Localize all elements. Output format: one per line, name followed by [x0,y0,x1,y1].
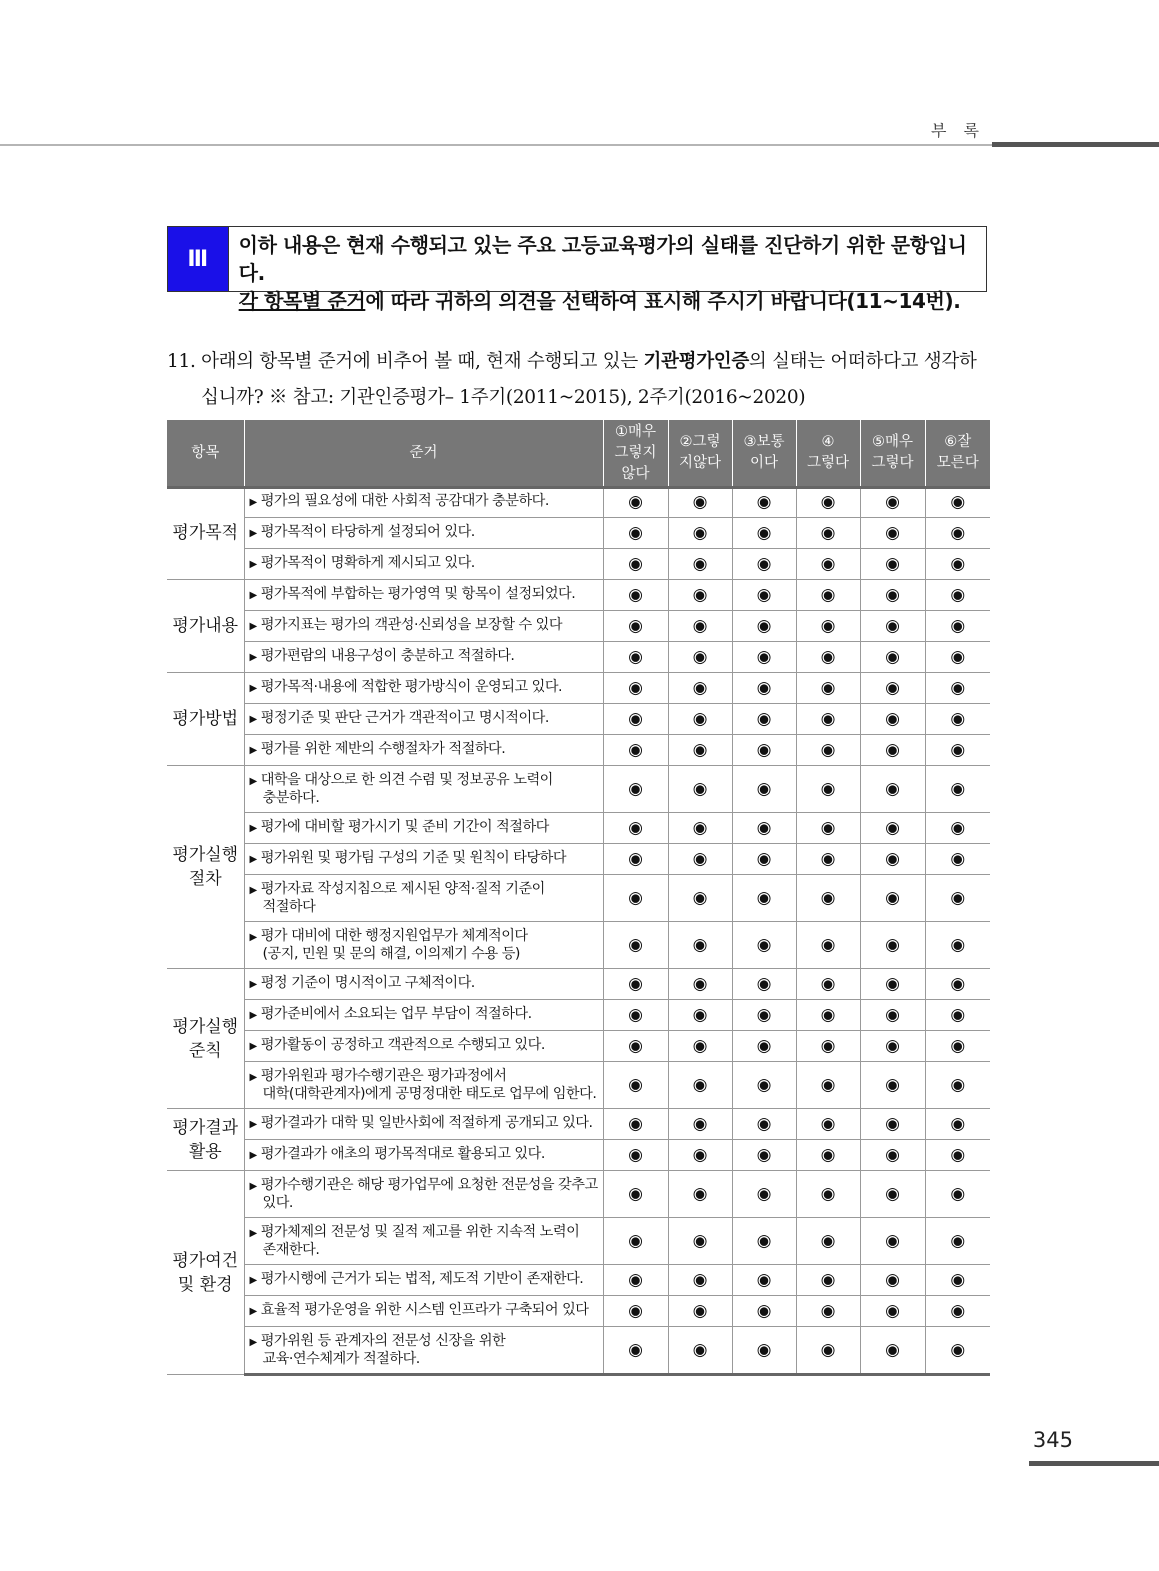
table-row [167,487,990,518]
option-3-radio[interactable]: ◉ [732,1109,796,1140]
triangle-bullet-icon: ▶ [249,1275,257,1286]
option-4-radio[interactable]: ◉ [796,875,860,922]
category-cell: 평가실행 준칙 [167,969,244,1109]
question-line-2: 십니까? ※ 참고: 기관인증평가– 1주기(2011~2015), 2주기(2016~2020) [201,387,806,408]
option-2-radio[interactable]: ◉ [668,518,732,549]
option-2-radio[interactable]: ◉ [668,1031,732,1062]
option-4-radio[interactable]: ◉ [796,487,860,518]
option-4-radio[interactable]: ◉ [796,1062,860,1109]
criterion-cell: ▶ 평가에 대비할 평가시기 및 준비 기간이 적절하다 [244,813,603,844]
option-5-radio[interactable]: ◉ [860,969,925,1000]
option-5-radio[interactable]: ◉ [860,1296,925,1327]
option-4-radio[interactable]: ◉ [796,642,860,673]
option-4-radio[interactable]: ◉ [796,704,860,735]
option-1-radio[interactable]: ◉ [603,1171,668,1218]
header-category: 항목 [167,420,244,487]
triangle-bullet-icon: ▶ [249,823,257,834]
option-6-radio[interactable]: ◉ [925,673,990,704]
option-3-radio[interactable]: ◉ [732,611,796,642]
option-6-radio[interactable]: ◉ [925,766,990,813]
triangle-bullet-icon: ▶ [249,497,257,508]
option-1-radio[interactable]: ◉ [603,969,668,1000]
option-3-radio[interactable]: ◉ [732,922,796,969]
criterion-cell: ▶ 평가결과가 대학 및 일반사회에 적절하게 공개되고 있다. [244,1109,603,1140]
table-row [167,704,990,735]
category-cell: 평가실행 절차 [167,766,244,969]
option-5-radio[interactable]: ◉ [860,875,925,922]
criterion-cell: ▶ 평정기준 및 판단 근거가 객관적이고 명시적이다. [244,704,603,735]
header-option-4: ④ 그렇다 [796,420,860,487]
table-row [167,969,990,1000]
option-4-radio[interactable]: ◉ [796,518,860,549]
option-3-radio[interactable]: ◉ [732,1062,796,1109]
criterion-cell: ▶ 평가목적·내용에 적합한 평가방식이 운영되고 있다. [244,673,603,704]
option-3-radio[interactable]: ◉ [732,844,796,875]
criterion-cell: ▶ 평가준비에서 소요되는 업무 부담이 적절하다. [244,1000,603,1031]
option-4-radio[interactable]: ◉ [796,1000,860,1031]
option-6-radio[interactable]: ◉ [925,611,990,642]
triangle-bullet-icon: ▶ [249,1227,257,1239]
option-6-radio[interactable]: ◉ [925,642,990,673]
option-5-radio[interactable]: ◉ [860,642,925,673]
section-underlined-text: 각 항목별 준거 [238,289,366,313]
option-2-radio[interactable]: ◉ [668,1218,732,1265]
option-4-radio[interactable]: ◉ [796,1109,860,1140]
table-row [167,673,990,704]
option-3-radio[interactable]: ◉ [732,969,796,1000]
option-1-radio[interactable]: ◉ [603,1031,668,1062]
option-3-radio[interactable]: ◉ [732,1000,796,1031]
option-1-radio[interactable]: ◉ [603,704,668,735]
option-2-radio[interactable]: ◉ [668,1171,732,1218]
page-number: 345 [1032,1428,1073,1452]
option-1-radio[interactable]: ◉ [603,1296,668,1327]
option-5-radio[interactable]: ◉ [860,1140,925,1171]
table-header-row [167,420,990,487]
triangle-bullet-icon: ▶ [249,1071,257,1083]
option-1-radio[interactable]: ◉ [603,1000,668,1031]
option-5-radio[interactable]: ◉ [860,549,925,580]
category-cell: 평가내용 [167,580,244,673]
table-row [167,766,990,813]
option-1-radio[interactable]: ◉ [603,844,668,875]
option-1-radio[interactable]: ◉ [603,1218,668,1265]
criterion-cell: ▶ 평가편람의 내용구성이 충분하고 적절하다. [244,642,603,673]
table-row [167,1062,990,1109]
option-6-radio[interactable]: ◉ [925,735,990,766]
triangle-bullet-icon: ▶ [249,931,257,943]
triangle-bullet-icon: ▶ [249,652,257,663]
option-1-radio[interactable]: ◉ [603,1327,668,1375]
option-5-radio[interactable]: ◉ [860,1171,925,1218]
option-6-radio[interactable]: ◉ [925,580,990,611]
option-2-radio[interactable]: ◉ [668,969,732,1000]
option-1-radio[interactable]: ◉ [603,813,668,844]
header-criterion: 준거 [244,420,603,487]
option-2-radio[interactable]: ◉ [668,844,732,875]
option-6-radio[interactable]: ◉ [925,1265,990,1296]
criterion-cell: ▶ 평가목적이 명확하게 제시되고 있다. [244,549,603,580]
table-row [167,1327,990,1375]
criterion-cell: ▶ 평가결과가 애초의 평가목적대로 활용되고 있다. [244,1140,603,1171]
triangle-bullet-icon: ▶ [249,1180,257,1192]
option-5-radio[interactable]: ◉ [860,1218,925,1265]
option-4-radio[interactable]: ◉ [796,1218,860,1265]
footer-rule [1029,1461,1159,1466]
header-option-1: ①매우 그렇지 않다 [603,420,668,487]
table-row [167,1000,990,1031]
option-3-radio[interactable]: ◉ [732,735,796,766]
criterion-cell: ▶ 평가활동이 공정하고 객관적으로 수행되고 있다. [244,1031,603,1062]
option-6-radio[interactable]: ◉ [925,518,990,549]
criterion-cell: ▶ 평가수행기관은 해당 평가업무에 요청한 전문성을 갖추고 있다. [244,1171,603,1218]
option-4-radio[interactable]: ◉ [796,922,860,969]
criterion-cell: ▶ 대학을 대상으로 한 의견 수렴 및 정보공유 노력이 충분하다. [244,766,603,813]
category-cell: 평가목적 [167,487,244,580]
option-4-radio[interactable]: ◉ [796,611,860,642]
option-5-radio[interactable]: ◉ [860,1265,925,1296]
triangle-bullet-icon: ▶ [249,1010,257,1021]
option-5-radio[interactable]: ◉ [860,518,925,549]
table-row [167,875,990,922]
header-option-3: ③보통 이다 [732,420,796,487]
table-row [167,1109,990,1140]
option-6-radio[interactable]: ◉ [925,813,990,844]
option-3-radio[interactable]: ◉ [732,1327,796,1375]
section-instruction [229,227,986,313]
option-6-radio[interactable]: ◉ [925,1296,990,1327]
section-number: Ⅲ [168,227,229,291]
category-cell: 평가방법 [167,673,244,766]
table-row [167,1265,990,1296]
table-row [167,922,990,969]
triangle-bullet-icon: ▶ [249,979,257,990]
option-2-radio[interactable]: ◉ [668,673,732,704]
option-1-radio[interactable]: ◉ [603,580,668,611]
option-3-radio[interactable]: ◉ [732,518,796,549]
option-6-radio[interactable]: ◉ [925,1109,990,1140]
option-6-radio[interactable]: ◉ [925,487,990,518]
option-6-radio[interactable]: ◉ [925,704,990,735]
criterion-cell: ▶ 평가시행에 근거가 되는 법적, 제도적 기반이 존재한다. [244,1265,603,1296]
header-rule-accent [992,142,1159,147]
option-2-radio[interactable]: ◉ [668,642,732,673]
option-6-radio[interactable]: ◉ [925,1327,990,1375]
option-3-radio[interactable]: ◉ [732,1218,796,1265]
option-3-radio[interactable]: ◉ [732,1296,796,1327]
option-3-radio[interactable]: ◉ [732,766,796,813]
criterion-cell: ▶ 평가의 필요성에 대한 사회적 공감대가 충분하다. [244,487,603,518]
option-3-radio[interactable]: ◉ [732,642,796,673]
option-2-radio[interactable]: ◉ [668,766,732,813]
option-2-radio[interactable]: ◉ [668,549,732,580]
triangle-bullet-icon: ▶ [249,1041,257,1052]
option-4-radio[interactable]: ◉ [796,844,860,875]
option-6-radio[interactable]: ◉ [925,922,990,969]
header-option-6: ⑥잘 모른다 [925,420,990,487]
header-option-2: ②그렇 지않다 [668,420,732,487]
option-3-radio[interactable]: ◉ [732,813,796,844]
option-2-radio[interactable]: ◉ [668,1000,732,1031]
option-3-radio[interactable]: ◉ [732,875,796,922]
table-row [167,1140,990,1171]
option-6-radio[interactable]: ◉ [925,844,990,875]
option-1-radio[interactable]: ◉ [603,875,668,922]
triangle-bullet-icon: ▶ [249,528,257,539]
table-row [167,642,990,673]
triangle-bullet-icon: ▶ [249,745,257,756]
option-2-radio[interactable]: ◉ [668,735,732,766]
option-1-radio[interactable]: ◉ [603,549,668,580]
running-head: 부 록 [931,121,985,140]
option-1-radio[interactable]: ◉ [603,673,668,704]
option-6-radio[interactable]: ◉ [925,1171,990,1218]
option-6-radio[interactable]: ◉ [925,1218,990,1265]
option-2-radio[interactable]: ◉ [668,1109,732,1140]
table-row [167,611,990,642]
table-row [167,813,990,844]
option-4-radio[interactable]: ◉ [796,549,860,580]
table-row [167,1171,990,1218]
option-1-radio[interactable]: ◉ [603,518,668,549]
option-1-radio[interactable]: ◉ [603,1062,668,1109]
option-4-radio[interactable]: ◉ [796,1265,860,1296]
option-5-radio[interactable]: ◉ [860,580,925,611]
option-5-radio[interactable]: ◉ [860,1031,925,1062]
option-6-radio[interactable]: ◉ [925,1000,990,1031]
header-option-5: ⑤매우 그렇다 [860,420,925,487]
option-2-radio[interactable]: ◉ [668,611,732,642]
option-5-radio[interactable]: ◉ [860,922,925,969]
option-1-radio[interactable]: ◉ [603,642,668,673]
option-4-radio[interactable]: ◉ [796,1140,860,1171]
option-3-radio[interactable]: ◉ [732,673,796,704]
option-4-radio[interactable]: ◉ [796,1031,860,1062]
option-3-radio[interactable]: ◉ [732,704,796,735]
option-2-radio[interactable]: ◉ [668,1265,732,1296]
option-5-radio[interactable]: ◉ [860,487,925,518]
option-3-radio[interactable]: ◉ [732,1171,796,1218]
category-cell: 평가결과 활용 [167,1109,244,1171]
triangle-bullet-icon: ▶ [249,884,257,896]
option-6-radio[interactable]: ◉ [925,1031,990,1062]
option-1-radio[interactable]: ◉ [603,1140,668,1171]
header-rule [0,144,992,146]
triangle-bullet-icon: ▶ [249,1119,257,1130]
triangle-bullet-icon: ▶ [249,621,257,632]
option-2-radio[interactable]: ◉ [668,1062,732,1109]
option-3-radio[interactable]: ◉ [732,1031,796,1062]
option-5-radio[interactable]: ◉ [860,704,925,735]
option-4-radio[interactable]: ◉ [796,580,860,611]
option-2-radio[interactable]: ◉ [668,1327,732,1375]
table-row [167,735,990,766]
criterion-cell: ▶ 평가 대비에 대한 행정지원업무가 체계적이다 (공지, 민원 및 문의 해결, 이의제기 수용 등) [244,922,603,969]
option-4-radio[interactable]: ◉ [796,1296,860,1327]
option-5-radio[interactable]: ◉ [860,813,925,844]
criterion-cell: ▶ 평가목적에 부합하는 평가영역 및 항목이 설정되었다. [244,580,603,611]
header-bottom-rule [167,486,990,489]
option-2-radio[interactable]: ◉ [668,922,732,969]
option-6-radio[interactable]: ◉ [925,1140,990,1171]
option-1-radio[interactable]: ◉ [603,766,668,813]
option-1-radio[interactable]: ◉ [603,611,668,642]
option-2-radio[interactable]: ◉ [668,704,732,735]
option-6-radio[interactable]: ◉ [925,549,990,580]
option-3-radio[interactable]: ◉ [732,1140,796,1171]
table-row [167,1218,990,1265]
option-2-radio[interactable]: ◉ [668,1296,732,1327]
triangle-bullet-icon: ▶ [249,683,257,694]
option-1-radio[interactable]: ◉ [603,487,668,518]
table-body [167,487,990,1375]
triangle-bullet-icon: ▶ [249,775,257,787]
table-row [167,1031,990,1062]
option-1-radio[interactable]: ◉ [603,1265,668,1296]
triangle-bullet-icon: ▶ [249,559,257,570]
criterion-cell: ▶ 평정 기준이 명시적이고 구체적이다. [244,969,603,1000]
category-cell: 평가여건 및 환경 [167,1171,244,1375]
question-suffix: 의 실태는 어떠하다고 생각하 [748,351,977,372]
option-5-radio[interactable]: ◉ [860,1000,925,1031]
survey-table [167,420,990,1376]
criterion-cell: ▶ 평가위원 및 평가팀 구성의 기준 및 원칙이 타당하다 [244,844,603,875]
section-instruction-box [167,226,987,313]
option-1-radio[interactable]: ◉ [603,922,668,969]
question-bold-term: 기관평가인증 [643,351,749,372]
option-2-radio[interactable]: ◉ [668,875,732,922]
option-4-radio[interactable]: ◉ [796,969,860,1000]
question-prefix: 11. 아래의 항목별 준거에 비추어 볼 때, 현재 수행되고 있는 [167,351,644,372]
option-2-radio[interactable]: ◉ [668,580,732,611]
option-1-radio[interactable]: ◉ [603,735,668,766]
criterion-cell: ▶ 평가자료 작성지침으로 제시된 양적·질적 기준이 적절하다 [244,875,603,922]
option-3-radio[interactable]: ◉ [732,1265,796,1296]
table-row [167,518,990,549]
triangle-bullet-icon: ▶ [249,1306,257,1317]
option-3-radio[interactable]: ◉ [732,580,796,611]
option-5-radio[interactable]: ◉ [860,844,925,875]
section-line-2-rest: 에 따라 귀하의 의견을 선택하여 표시해 주시기 바랍니다(11~14번). [365,289,961,313]
option-4-radio[interactable]: ◉ [796,673,860,704]
option-4-radio[interactable]: ◉ [796,1171,860,1218]
option-4-radio[interactable]: ◉ [796,813,860,844]
option-2-radio[interactable]: ◉ [668,487,732,518]
option-5-radio[interactable]: ◉ [860,1109,925,1140]
table-row [167,1296,990,1327]
option-5-radio[interactable]: ◉ [860,1062,925,1109]
option-4-radio[interactable]: ◉ [796,735,860,766]
option-2-radio[interactable]: ◉ [668,813,732,844]
triangle-bullet-icon: ▶ [249,1336,257,1348]
option-5-radio[interactable]: ◉ [860,766,925,813]
option-2-radio[interactable]: ◉ [668,1140,732,1171]
option-3-radio[interactable]: ◉ [732,487,796,518]
criterion-cell: ▶ 평가위원 등 관계자의 전문성 신장을 위한 교육·연수체계가 적절하다. [244,1327,603,1375]
section-line-2 [239,287,976,315]
criterion-cell: ▶ 평가를 위한 제반의 수행절차가 적절하다. [244,735,603,766]
option-5-radio[interactable]: ◉ [860,735,925,766]
option-6-radio[interactable]: ◉ [925,1062,990,1109]
triangle-bullet-icon: ▶ [249,714,257,725]
criterion-cell: ▶ 평가체제의 전문성 및 질적 제고를 위한 지속적 노력이 존재한다. [244,1218,603,1265]
table-row [167,580,990,611]
option-4-radio[interactable]: ◉ [796,766,860,813]
option-5-radio[interactable]: ◉ [860,611,925,642]
option-6-radio[interactable]: ◉ [925,969,990,1000]
criterion-cell: ▶ 평가지표는 평가의 객관성·신뢰성을 보장할 수 있다 [244,611,603,642]
option-1-radio[interactable]: ◉ [603,1109,668,1140]
triangle-bullet-icon: ▶ [249,590,257,601]
option-4-radio[interactable]: ◉ [796,1327,860,1375]
option-3-radio[interactable]: ◉ [732,549,796,580]
criterion-cell: ▶ 평가목적이 타당하게 설정되어 있다. [244,518,603,549]
table-row [167,549,990,580]
option-5-radio[interactable]: ◉ [860,673,925,704]
triangle-bullet-icon: ▶ [249,1150,257,1161]
question-11 [167,344,997,416]
table-row [167,844,990,875]
triangle-bullet-icon: ▶ [249,854,257,865]
question-line-1 [167,344,997,380]
section-line-1: 이하 내용은 현재 수행되고 있는 주요 고등교육평가의 실태를 진단하기 위한 문항입니다. [238,233,967,285]
option-5-radio[interactable]: ◉ [860,1327,925,1375]
criterion-cell: ▶ 효율적 평가운영을 위한 시스템 인프라가 구축되어 있다 [244,1296,603,1327]
option-6-radio[interactable]: ◉ [925,875,990,922]
criterion-cell: ▶ 평가위원과 평가수행기관은 평가과정에서 대학(대학관계자)에게 공명정대한 태도로 업무에 임한다. [244,1062,603,1109]
